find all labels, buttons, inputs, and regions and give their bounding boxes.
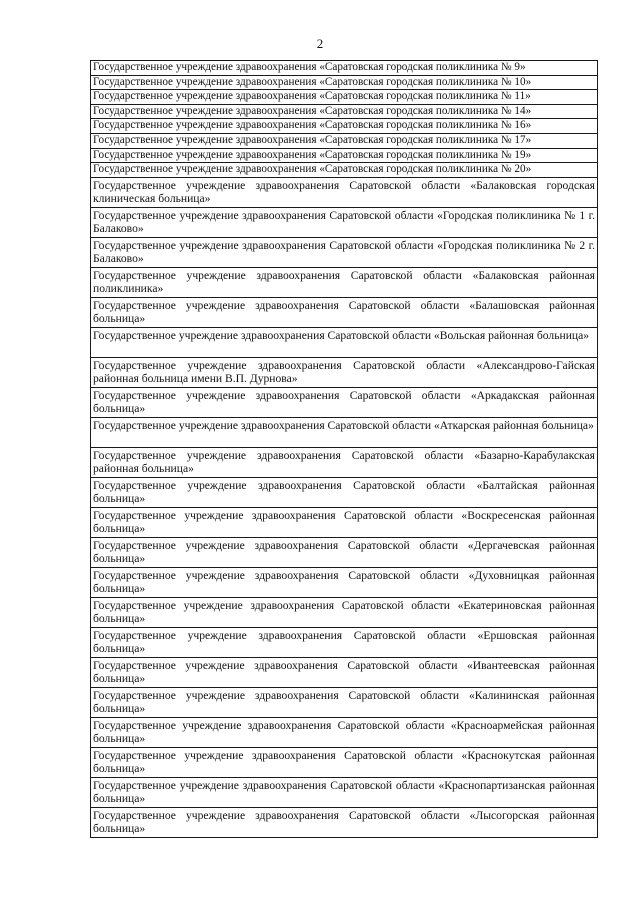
table-row [91, 627, 598, 657]
institution-name-cell: Государственное учреждение здравоохранения «Саратовская городская поликлиника № 19» [91, 148, 598, 163]
institution-name-cell: Государственное учреждение здравоохранения Саратовской области «Ивантеевская районная больница» [91, 657, 598, 687]
table-row [91, 207, 598, 237]
table-row [91, 163, 598, 178]
table-row [91, 507, 598, 537]
table-row [91, 717, 598, 747]
institution-name-cell: Государственное учреждение здравоохранения Саратовской области «Балаковская районная поликлиника» [91, 267, 598, 297]
institution-name-cell: Государственное учреждение здравоохранения Саратовской области «Лысогорская районная больница» [91, 807, 598, 837]
institution-name-cell: Государственное учреждение здравоохранения «Саратовская городская поликлиника № 11» [91, 90, 598, 105]
institution-name-cell: Государственное учреждение здравоохранения Саратовской области «Краснокутская районная больница» [91, 747, 598, 777]
institution-name-cell: Государственное учреждение здравоохранения Саратовской области «Аркадакская районная больница» [91, 387, 598, 417]
institution-name-cell: Государственное учреждение здравоохранения «Саратовская городская поликлиника № 16» [91, 119, 598, 134]
table-row [91, 567, 598, 597]
institution-name-cell: Государственное учреждение здравоохранения Саратовской области «Краснопартизанская районная больница» [91, 777, 598, 807]
table-row [91, 777, 598, 807]
table-row [91, 133, 598, 148]
table-row [91, 447, 598, 477]
institution-name-cell: Государственное учреждение здравоохранения Саратовской области «Калининская районная больница» [91, 687, 598, 717]
institutions-table-body [91, 61, 598, 838]
table-row [91, 237, 598, 267]
institution-name-cell: Государственное учреждение здравоохранения Саратовской области «Ершовская районная больница» [91, 627, 598, 657]
institution-name-cell: Государственное учреждение здравоохранения Саратовской области «Александрово-Гайская районная больница имени В.П. Дурнова» [91, 357, 598, 387]
institution-name-cell: Государственное учреждение здравоохранения Саратовской области «Вольская районная больница» [91, 327, 598, 357]
table-row [91, 417, 598, 447]
institution-name-cell: Государственное учреждение здравоохранения «Саратовская городская поликлиника № 9» [91, 61, 598, 76]
institution-name-cell: Государственное учреждение здравоохранения «Саратовская городская поликлиника № 17» [91, 133, 598, 148]
table-row [91, 148, 598, 163]
table-row [91, 327, 598, 357]
table-row [91, 537, 598, 567]
page-number: 2 [316, 36, 324, 51]
institution-name-cell: Государственное учреждение здравоохранения Саратовской области «Базарно-Карабулакская районная больница» [91, 447, 598, 477]
table-row [91, 477, 598, 507]
institution-name-cell: Государственное учреждение здравоохранения Саратовской области «Балашовская районная больница» [91, 297, 598, 327]
institution-name-cell: Государственное учреждение здравоохранения Саратовской области «Аткарская районная больница» [91, 417, 598, 447]
table-row [91, 597, 598, 627]
table-row [91, 177, 598, 207]
institution-name-cell: Государственное учреждение здравоохранения Саратовской области «Городская поликлиника № 1 г. Балаково» [91, 207, 598, 237]
table-row [91, 807, 598, 837]
institution-name-cell: Государственное учреждение здравоохранения Саратовской области «Дергачевская районная больница» [91, 537, 598, 567]
table-row [91, 747, 598, 777]
institution-name-cell: Государственное учреждение здравоохранения «Саратовская городская поликлиника № 10» [91, 75, 598, 90]
institution-name-cell: Государственное учреждение здравоохранения «Саратовская городская поликлиника № 14» [91, 104, 598, 119]
table-row [91, 119, 598, 134]
institution-name-cell: Государственное учреждение здравоохранения Саратовской области «Красноармейская районная больница» [91, 717, 598, 747]
table-row [91, 387, 598, 417]
institution-name-cell: Государственное учреждение здравоохранения «Саратовская городская поликлиника № 20» [91, 163, 598, 178]
table-row [91, 75, 598, 90]
table-row [91, 297, 598, 327]
table-row [91, 267, 598, 297]
institution-name-cell: Государственное учреждение здравоохранения Саратовской области «Городская поликлиника № 2 г. Балаково» [91, 237, 598, 267]
institution-name-cell: Государственное учреждение здравоохранения Саратовской области «Воскресенская районная больница» [91, 507, 598, 537]
table-row [91, 61, 598, 76]
table-row [91, 357, 598, 387]
institution-name-cell: Государственное учреждение здравоохранения Саратовской области «Балтайская районная больница» [91, 477, 598, 507]
institutions-table [90, 60, 598, 838]
table-row [91, 90, 598, 105]
table-row [91, 657, 598, 687]
institution-name-cell: Государственное учреждение здравоохранения Саратовской области «Духовницкая районная больница» [91, 567, 598, 597]
table-row [91, 687, 598, 717]
institution-name-cell: Государственное учреждение здравоохранения Саратовской области «Балаковская городская клиническая больница» [91, 177, 598, 207]
table-row [91, 104, 598, 119]
institution-name-cell: Государственное учреждение здравоохранения Саратовской области «Екатериновская районная больница» [91, 597, 598, 627]
